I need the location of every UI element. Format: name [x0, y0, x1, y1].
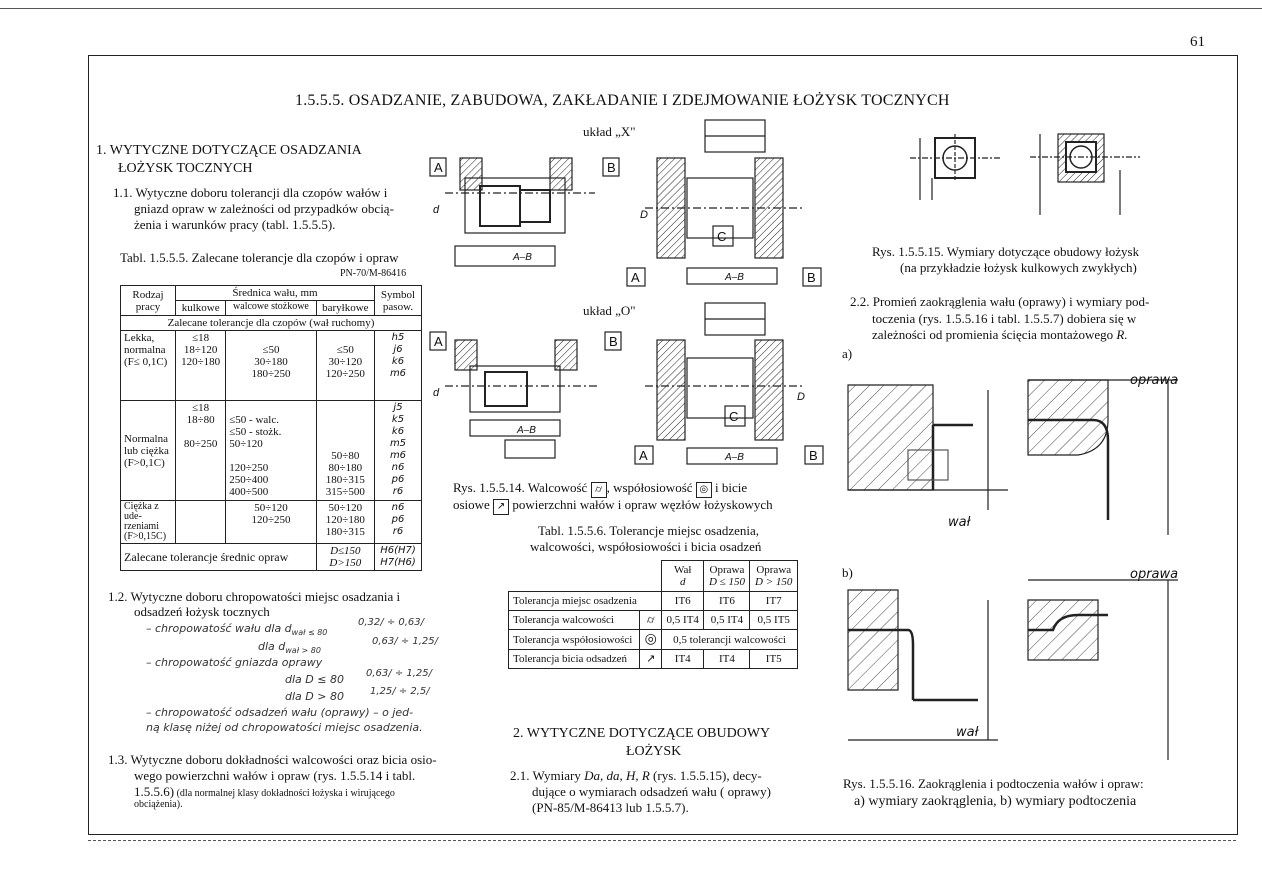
label-ab4: A–B: [725, 452, 744, 463]
t2-h-op2-b: D > 150: [755, 576, 793, 588]
concentricity-icon: ◎: [696, 482, 712, 498]
p21-line1: [510, 768, 762, 783]
fig14-c2b: powierzchni wałów i opraw węzłów łożyskowych: [509, 497, 773, 512]
table2-caption-line1: Tabl. 1.5.5.6. Tolerancje miejsc osadzenia,: [538, 523, 760, 538]
page-number: 61: [1190, 34, 1205, 50]
t2-r4-v0: IT4: [662, 650, 704, 669]
t2-r3-label: Tolerancja współosiowości: [509, 630, 640, 650]
t1-r2-w: ≤50 - walc. ≤50 - stożk. 50÷120 120÷250 250÷400 400÷500: [226, 401, 316, 501]
t2-h-wal-a: Wał: [674, 564, 692, 576]
t1-r1-k: ≤18 18÷120 120÷180: [176, 331, 226, 401]
t1-footer-label: Zalecane tolerancje średnic opraw: [121, 544, 317, 571]
bottom-rule: [88, 840, 1236, 841]
p21-l1b: Da, da, H, R: [580, 768, 650, 783]
label-a: a): [842, 346, 853, 361]
fig14-c2a: osiowe: [453, 497, 490, 512]
t1-r2-k: ≤18 18÷80 80÷250: [176, 401, 226, 501]
fig15-drawing: [880, 120, 1180, 238]
p12-h4: dla D ≤ 80: [285, 673, 344, 686]
p12-h1b: wał ≤ 80: [291, 628, 328, 638]
t1-h-srednica: Średnica wału, mm: [176, 286, 375, 301]
oprawa-label-b: oprawa: [1130, 567, 1179, 582]
t2-r1-v1: IT6: [704, 592, 750, 611]
t2-h-op2: [750, 561, 798, 592]
table-1-5-5-6: [508, 560, 798, 669]
fig14-caption-line1: [453, 480, 747, 498]
t1-h-kulkowe: kulkowe: [176, 301, 226, 316]
fig16-caption-line1: Rys. 1.5.5.16. Zaokrąglenia i podtoczenia wałów i opraw:: [843, 776, 1144, 791]
t2-h-op1: [704, 561, 750, 592]
p22-line2: toczenia (rys. 1.5.5.16 i tabl. 1.5.5.7) dobiera się w: [872, 311, 1137, 326]
t2-r4-v1: IT4: [704, 650, 750, 669]
p22-line1: 2.2. Promień zaokrąglenia wału (oprawy) i wymiary pod-: [850, 294, 1150, 309]
p12-h5: dla D > 80: [285, 690, 344, 703]
label-ab3: A–B: [517, 425, 536, 436]
p22-l3b: R.: [1113, 327, 1128, 342]
concentricity-icon-2: ◎: [644, 631, 657, 647]
p11-line1: 1.1. Wytyczne doboru tolerancji dla czopów wałów i: [113, 185, 388, 200]
t1-h-symbol: Symbol pasow.: [375, 286, 422, 316]
wal-label-a: wał: [948, 515, 971, 530]
p13-line1: 1.3. Wytyczne doboru dokładności walcowości oraz bicia osio-: [108, 752, 437, 767]
table-1-5-5-5: [120, 285, 422, 571]
cylindricity-icon: ⌭: [591, 482, 607, 498]
t2-r3-v: 0,5 tolerancji walcowości: [662, 630, 798, 650]
t1-r3-w: 50÷120 120÷250: [226, 501, 316, 544]
t1-h-zalecane: Zalecane tolerancje dla czopów (wał ruchomy): [121, 316, 422, 331]
label-a4: A: [639, 448, 648, 463]
p12-h6: – chropowatość odsadzeń wału (oprawy) – o jed-: [146, 706, 414, 719]
p12-h3: – chropowatość gniazda oprawy: [146, 656, 323, 669]
t2-r2-label: Tolerancja walcowości: [509, 611, 640, 630]
t2-h-wal-d: d: [680, 576, 686, 588]
p12-h7: ną klasę niżej od chropowatości miejsc osadzenia.: [146, 721, 423, 734]
p12-h2b: wał > 80: [285, 646, 321, 656]
t1-r1-b: ≤50 30÷120 120÷250: [316, 331, 374, 401]
runout-icon-2: ↗: [646, 652, 656, 665]
p21-l1c: (rys. 1.5.5.15), decy-: [649, 768, 762, 783]
dim-D2: D: [797, 391, 805, 403]
p12-line2: odsadzeń łożysk tocznych: [134, 604, 270, 619]
p12-h1a: – chropowatość wału dla d: [146, 622, 292, 635]
t2-r4-symbol: [640, 650, 662, 669]
label-b2: B: [807, 270, 816, 285]
s1-heading-line1: 1. WYTYCZNE DOTYCZĄCE OSADZANIA: [96, 143, 362, 158]
p13-line3a: 1.5.5.6): [134, 784, 175, 799]
s2-heading-line2: ŁOŻYSK: [626, 744, 682, 759]
t1-footer-s: [375, 544, 422, 571]
t1-r3-type: Ciężka z ude-rzeniami (F>0,15C): [121, 501, 176, 544]
t1-r3-b: 50÷120 120÷180 180÷315: [316, 501, 374, 544]
p12-h5v: 1,25/ ÷ 2,5/: [370, 686, 430, 697]
fig16-caption-line2: a) wymiary zaokrąglenia, b) wymiary podtoczenia: [854, 794, 1137, 809]
t2-r2-symbol: [640, 611, 662, 630]
label-c2: C: [729, 409, 739, 424]
t1-h-walcowe: walcowe stożkowe: [226, 301, 316, 316]
label-b1: B: [607, 160, 616, 175]
fig14-caption-line2: [453, 497, 773, 515]
t1-footer-d: [316, 544, 374, 571]
p12-h2a: dla d: [258, 640, 286, 653]
t1-footer-s2: H7(H6): [380, 557, 416, 568]
uklad-x-label: układ „X": [583, 124, 636, 139]
t1-r2-type: Normalna lub ciężka (F>0,1C): [121, 401, 176, 501]
table2-caption-line2: walcowości, współosiowości i bicia osadzeń: [530, 539, 762, 554]
label-a1: A: [434, 160, 443, 175]
t2-r1-v0: IT6: [662, 592, 704, 611]
p12-h2v: 0,63/ ÷ 1,25/: [372, 636, 439, 647]
t1-r1-type: Lekka, normalna (F≤ 0,1C): [121, 331, 176, 401]
p12-h4v: 0,63/ ÷ 1,25/: [366, 668, 433, 679]
t2-h-op1-a: Oprawa: [709, 564, 745, 576]
t1-h-rodzaj: Rodzaj pracy: [121, 286, 176, 316]
t2-r4-v2: IT5: [750, 650, 798, 669]
wal-label-b: wał: [956, 725, 979, 740]
p12-line1: 1.2. Wytyczne doboru chropowatości miejsc osadzania i: [108, 589, 401, 604]
t2-r2-v1: 0,5 IT4: [704, 611, 750, 630]
fig14-c1b: , współosiowość: [606, 480, 693, 495]
t1-r3-s: n6 p6 r6: [375, 501, 422, 544]
t1-footer-d2: D>150: [329, 557, 362, 569]
label-b4: B: [809, 448, 818, 463]
p12-h1v: 0,32/ ÷ 0,63/: [358, 617, 425, 628]
t1-r1-w: ≤50 30÷180 180÷250: [226, 331, 316, 401]
t2-r1-label: Tolerancja miejsc osadzenia: [509, 592, 662, 611]
fig15-caption-line2: (na przykładzie łożysk kulkowych zwykłych): [900, 260, 1137, 275]
runout-icon: ↗: [493, 499, 509, 515]
t1-r3-k: [176, 501, 226, 544]
p21-line3: (PN-85/M-86413 lub 1.5.5.7).: [532, 800, 689, 815]
fig15-caption-line1: Rys. 1.5.5.15. Wymiary dotyczące obudowy łożysk: [872, 244, 1140, 259]
t2-r1-v2: IT7: [750, 592, 798, 611]
p22-line3: [872, 327, 1128, 342]
t1-r2-s: j5 k5 k6 m5 m6 n6 p6 r6: [375, 401, 422, 501]
p12-h2: [258, 640, 321, 655]
table1-caption: Tabl. 1.5.5.5. Zalecane tolerancje dla czopów i opraw: [120, 250, 399, 265]
label-b: b): [842, 565, 853, 580]
p21-l1a: 2.1. Wymiary: [510, 768, 581, 783]
dim-D1: D: [640, 209, 648, 221]
table1-norm: PN-70/M-86416: [340, 268, 407, 279]
t2-h-op2-a: Oprawa: [756, 564, 792, 576]
t1-h-barylkowe: baryłkowe: [316, 301, 374, 316]
t1-footer-s1: H6(H7): [380, 545, 416, 556]
t2-h-op1-b: D ≤ 150: [708, 576, 745, 588]
fig16-drawings: [838, 360, 1198, 770]
uklad-o-label: układ „O": [583, 303, 636, 318]
p13-line2: wego powierzchni wałów i opraw (rys. 1.5.5.14 i tabl.: [134, 768, 416, 783]
label-ab1: A–B: [513, 252, 532, 263]
top-rule: [0, 8, 1262, 9]
t2-h-wal: [662, 561, 704, 592]
fig14-c1c: i bicie: [711, 480, 748, 495]
label-c1: C: [717, 229, 727, 244]
p21-line2: dujące o wymiarach odsadzeń wału ( oprawy): [532, 784, 771, 799]
label-ab2: A–B: [725, 272, 744, 283]
s2-heading-line1: 2. WYTYCZNE DOTYCZĄCE OBUDOWY: [513, 726, 771, 741]
t2-corner: [509, 561, 662, 592]
oprawa-label-a: oprawa: [1130, 373, 1179, 388]
label-b3: B: [609, 334, 618, 349]
t2-r2-v2: 0,5 IT5: [750, 611, 798, 630]
p12-h1: [146, 622, 327, 637]
bearing-assembly-drawings: [425, 118, 835, 490]
dim-d2: d: [433, 387, 440, 399]
page-title: 1.5.5.5. OSADZANIE, ZABUDOWA, ZAKŁADANIE I ZDEJMOWANIE ŁOŻYSK TOCZNYCH: [295, 92, 950, 109]
t2-r2-v0: 0,5 IT4: [662, 611, 704, 630]
cylindricity-icon-2: ⌭: [646, 613, 655, 626]
label-a2: A: [631, 270, 640, 285]
label-a3: A: [434, 334, 443, 349]
p13-line4: obciążenia).: [134, 799, 183, 810]
p22-l3a: zależności od promienia ścięcia montażowego: [872, 327, 1114, 342]
p11-line3: żenia i warunków pracy (tabl. 1.5.5.5).: [134, 217, 336, 232]
fig14-c1a: Rys. 1.5.5.14. Walcowość: [453, 480, 588, 495]
t2-r3-symbol: [640, 630, 662, 650]
t1-r2-b: 50÷80 80÷180 180÷315 315÷500: [316, 401, 374, 501]
p13-line3b: (dla normalnej klasy dokładności łożyska i wirującego: [174, 788, 395, 799]
dim-d1: d: [433, 204, 440, 216]
t1-footer-d1: D≤150: [330, 545, 361, 557]
p11-line2: gniazd opraw w zależności od przypadków obcią-: [134, 201, 394, 216]
t1-r1-s: h5 j6 k6 m6: [375, 331, 422, 401]
s1-heading-line2: ŁOŻYSK TOCZNYCH: [118, 161, 253, 176]
t2-r4-label: Tolerancja bicia odsadzeń: [509, 650, 640, 669]
